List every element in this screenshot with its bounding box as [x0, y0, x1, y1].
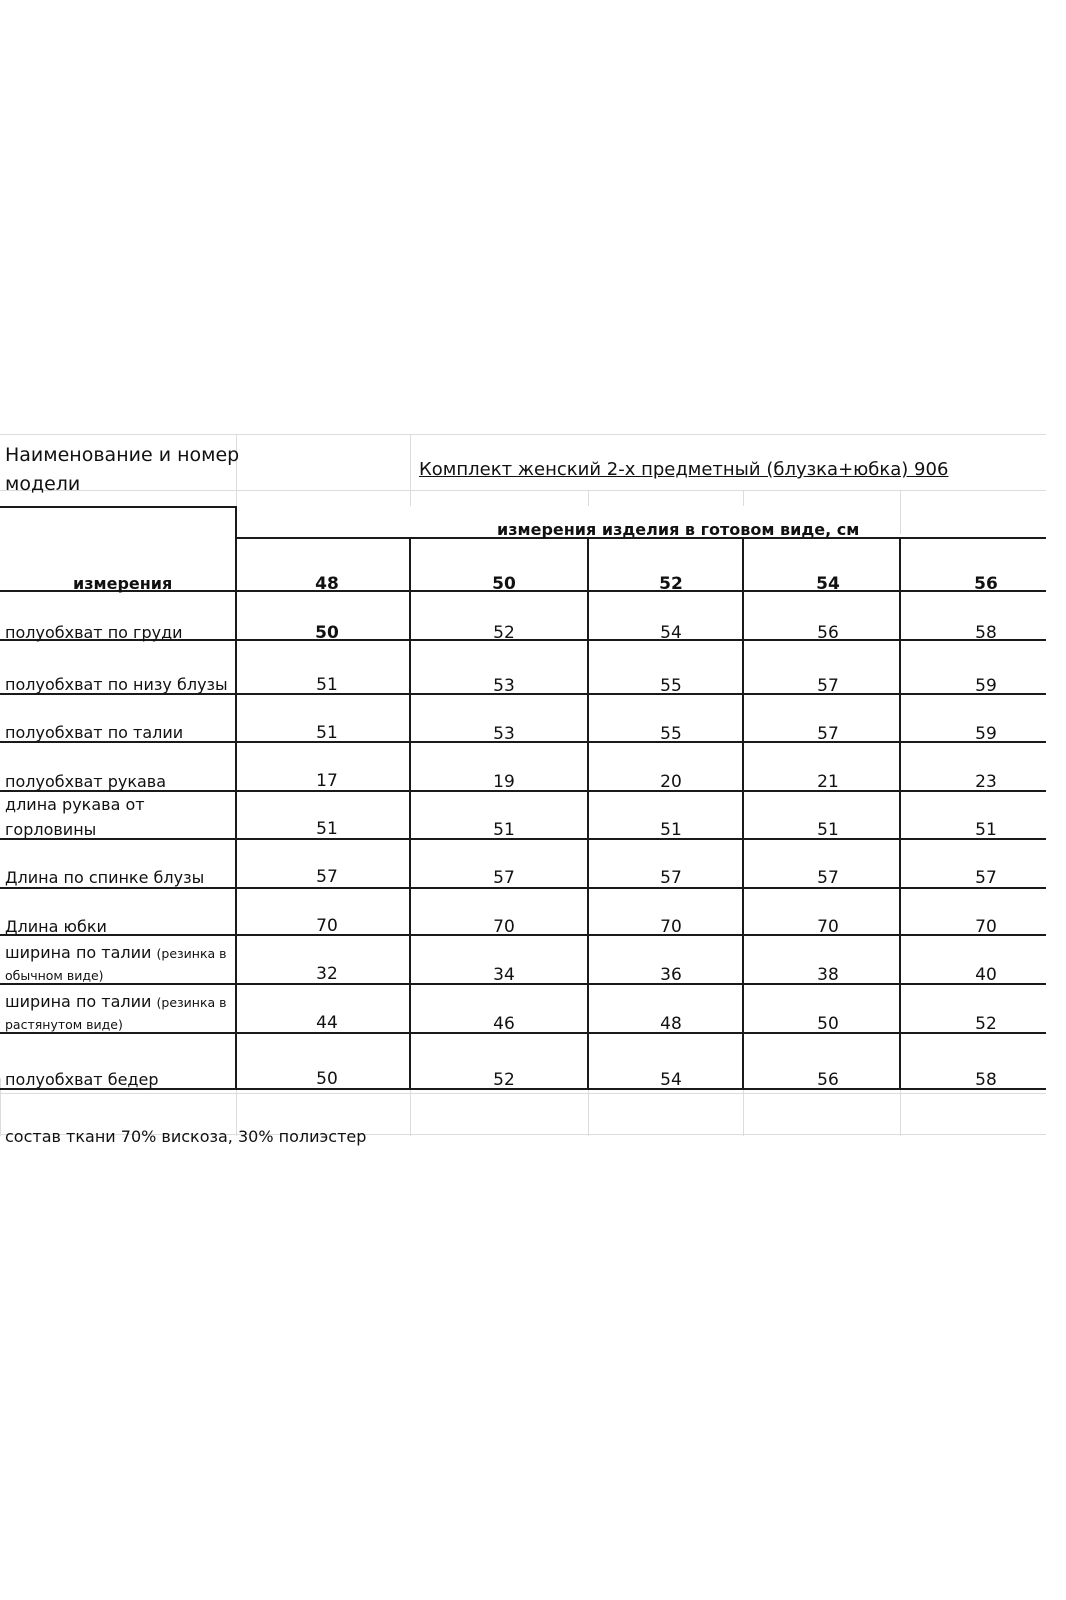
row-value: 57 — [817, 676, 839, 696]
size-header: 56 — [974, 574, 998, 594]
row-value: 54 — [660, 1070, 682, 1090]
row-value: 57 — [817, 724, 839, 744]
row-value: 54 — [660, 623, 682, 643]
row-value: 70 — [316, 916, 338, 936]
gridline — [588, 490, 589, 506]
row-value: 58 — [975, 1070, 997, 1090]
gridline — [0, 434, 1046, 435]
row-value: 51 — [493, 820, 515, 840]
row-value: 36 — [660, 965, 682, 985]
row-label-line1 — [5, 943, 227, 962]
gridline — [0, 1078, 1, 1136]
gridline — [410, 434, 411, 506]
row-value: 56 — [817, 1070, 839, 1090]
section-header: измерения изделия в готовом виде, см — [497, 520, 860, 539]
row-value: 21 — [817, 772, 839, 792]
fabric-note: состав ткани 70% вискоза, 30% полиэстер — [5, 1127, 367, 1146]
row-value: 23 — [975, 772, 997, 792]
row-value: 46 — [493, 1014, 515, 1034]
row-value: 59 — [975, 724, 997, 744]
model-title: Комплект женский 2-х предметный (блузка+юбка) 906 — [419, 459, 949, 480]
row-value: 51 — [817, 820, 839, 840]
row-label-note: (резинка в — [156, 946, 227, 961]
row-value: 17 — [316, 771, 338, 791]
row-value: 44 — [316, 1013, 338, 1033]
row-value: 51 — [660, 820, 682, 840]
size-header: 54 — [816, 574, 840, 594]
row-value: 40 — [975, 965, 997, 985]
model-label-line2: модели — [5, 473, 81, 495]
size-header: 52 — [659, 574, 683, 594]
gridline — [743, 490, 744, 506]
size-header: 48 — [315, 574, 339, 594]
row-value: 56 — [817, 623, 839, 643]
row-value: 57 — [660, 868, 682, 888]
row-value: 38 — [817, 965, 839, 985]
table-border — [899, 537, 901, 1090]
table-border — [742, 537, 744, 1090]
table-border — [587, 537, 589, 1090]
table-border — [235, 506, 237, 1090]
row-label: Длина юбки — [5, 917, 107, 936]
row-value: 52 — [975, 1014, 997, 1034]
row-value: 70 — [660, 917, 682, 937]
row-label-line1 — [5, 992, 227, 1011]
row-value: 50 — [315, 623, 339, 643]
row-value: 70 — [975, 917, 997, 937]
row-label-line2: обычном виде) — [5, 968, 104, 983]
row-value: 55 — [660, 676, 682, 696]
row-value: 20 — [660, 772, 682, 792]
row-value: 55 — [660, 724, 682, 744]
row-value: 52 — [493, 623, 515, 643]
row-value: 50 — [817, 1014, 839, 1034]
row-value: 34 — [493, 965, 515, 985]
row-value: 70 — [493, 917, 515, 937]
table-border — [409, 537, 411, 1090]
row-label-line2: горловины — [5, 820, 97, 839]
row-value: 51 — [316, 723, 338, 743]
row-value: 19 — [493, 772, 515, 792]
row-value: 58 — [975, 623, 997, 643]
row-label-main: ширина по талии — [5, 992, 152, 1011]
row-value: 52 — [493, 1070, 515, 1090]
row-label: Длина по спинке блузы — [5, 868, 205, 887]
model-label-line1: Наименование и номер — [5, 444, 240, 466]
row-value: 51 — [975, 820, 997, 840]
row-value: 57 — [493, 868, 515, 888]
table-border — [0, 506, 237, 508]
row-value: 48 — [660, 1014, 682, 1034]
gridline — [0, 1093, 1046, 1094]
row-label-line2: растянутом виде) — [5, 1017, 123, 1032]
row-label: полуобхват по низу блузы — [5, 675, 228, 694]
row-value: 50 — [316, 1069, 338, 1089]
row-label: полуобхват бедер — [5, 1070, 159, 1089]
row-value: 53 — [493, 676, 515, 696]
row-label: полуобхват по груди — [5, 623, 183, 642]
row-value: 51 — [316, 819, 338, 839]
row-label: полуобхват рукава — [5, 772, 167, 791]
gridline — [0, 490, 1046, 491]
row-value: 53 — [493, 724, 515, 744]
row-value: 57 — [316, 867, 338, 887]
measurements-header: измерения — [73, 574, 173, 593]
row-value: 70 — [817, 917, 839, 937]
row-value: 57 — [817, 868, 839, 888]
row-label-line1: длина рукава от — [5, 795, 145, 814]
row-value: 59 — [975, 676, 997, 696]
row-value: 51 — [316, 675, 338, 695]
row-label-note: (резинка в — [156, 995, 227, 1010]
row-label: полуобхват по талии — [5, 723, 184, 742]
row-value: 32 — [316, 964, 338, 984]
size-header: 50 — [492, 574, 516, 594]
row-label-main: ширина по талии — [5, 943, 152, 962]
row-value: 57 — [975, 868, 997, 888]
gridline — [900, 490, 901, 534]
